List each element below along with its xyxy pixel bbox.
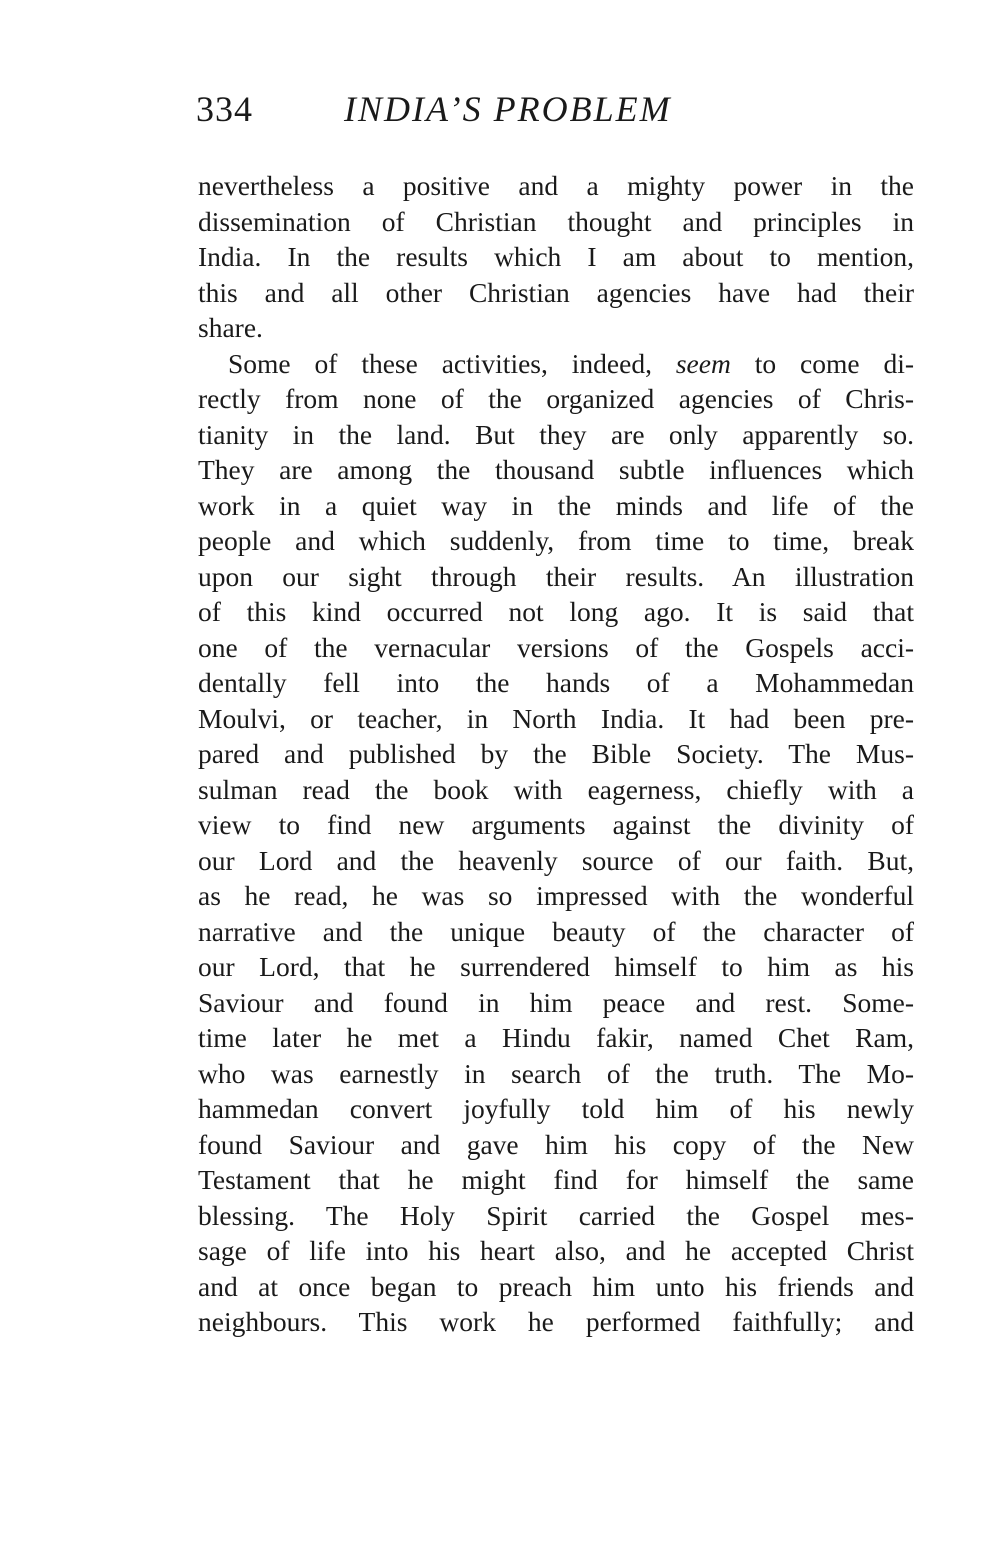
- text-line: hammedan convert joyfully told him of his newly: [198, 1093, 914, 1124]
- text-line: who was earnestly in search of the truth. The Mo-: [198, 1057, 914, 1089]
- text-line: dentally fell into the hands of a Mohammedan: [198, 667, 914, 698]
- text-line: Moulvi, or teacher, in North India. It had been pre-: [198, 702, 914, 734]
- text-line: sulman read the book with eagerness, chiefly with a: [198, 773, 914, 805]
- text-line: upon our sight through their results. An illustration: [198, 560, 914, 592]
- text-line: as he read, he was so impressed with the wonderful: [198, 880, 914, 911]
- text-line: India. In the results which I am about to mention,: [198, 241, 914, 272]
- text-line: of this kind occurred not long ago. It is said that: [198, 596, 914, 627]
- text-line: time later he met a Hindu fakir, named Chet Ram,: [198, 1022, 914, 1053]
- text-line: our Lord, that he surrendered himself to him as his: [198, 951, 914, 982]
- text-segment: Some of these activities, indeed,: [228, 347, 652, 379]
- text-line: and at once began to preach him unto his friends and: [198, 1270, 914, 1302]
- paragraph-2: [198, 346, 914, 1340]
- body-text: [198, 168, 914, 1340]
- text-line: view to find new arguments against the divinity of: [198, 809, 914, 840]
- text-line: nevertheless a positive and a mighty power in the: [198, 170, 914, 201]
- text-line: dissemination of Christian thought and principles in: [198, 205, 914, 237]
- text-line-first: [198, 346, 914, 382]
- text-line: Saviour and found in him peace and rest. Some-: [198, 986, 914, 1018]
- text-line: They are among the thousand subtle influences which: [198, 454, 914, 485]
- text-segment: to come di-: [754, 347, 914, 379]
- text-line: work in a quiet way in the minds and life of the: [198, 489, 914, 521]
- page-number: 334: [196, 89, 253, 129]
- running-title: INDIA’S PROBLEM: [344, 89, 672, 129]
- text-line: people and which suddenly, from time to time, break: [198, 525, 914, 556]
- text-line: share.: [198, 312, 263, 343]
- emphasized-word: seem: [675, 347, 731, 379]
- text-line: pared and published by the Bible Society. The Mus-: [198, 738, 914, 769]
- text-line: narrative and the unique beauty of the character of: [198, 915, 914, 947]
- page-header: [196, 88, 916, 138]
- text-line: one of the vernacular versions of the Gospels acci-: [198, 631, 914, 663]
- text-line: tianity in the land. But they are only apparently so.: [198, 418, 914, 450]
- text-line: rectly from none of the organized agencies of Chris-: [198, 383, 914, 414]
- text-line: this and all other Christian agencies have had their: [198, 276, 914, 308]
- text-line: blessing. The Holy Spirit carried the Gospel mes-: [198, 1199, 914, 1231]
- text-line: Testament that he might find for himself the same: [198, 1164, 914, 1195]
- text-line: our Lord and the heavenly source of our faith. But,: [198, 844, 914, 876]
- text-line: sage of life into his heart also, and he accepted Christ: [198, 1235, 914, 1266]
- text-line: found Saviour and gave him his copy of the New: [198, 1128, 914, 1160]
- text-line: neighbours. This work he performed faithfully; and: [198, 1306, 914, 1337]
- paragraph-1: [198, 168, 914, 346]
